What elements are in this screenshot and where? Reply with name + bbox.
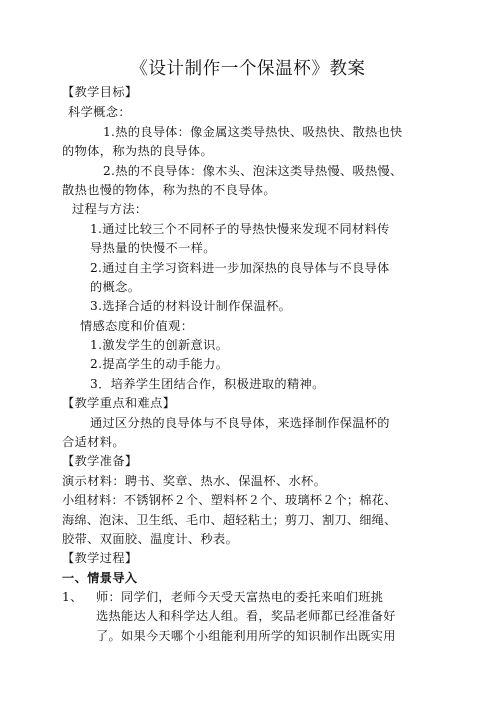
section-heading-key-points: 【教学重点和难点】 <box>62 396 176 410</box>
paragraph-line: 选热能达人和科学达人组。看，奖品老师都已经准备好 <box>96 609 396 623</box>
list-item: 2.提高学生的动手能力。 <box>90 357 229 371</box>
paragraph-line: 了。如果今天哪个小组能利用所学的知识制作出既实用 <box>96 629 396 643</box>
paragraph-line: 的物体，称为热的良导体。 <box>62 144 214 158</box>
list-item-continuation: 的概念。 <box>90 280 141 294</box>
paragraph-line: 师：同学们，老师今天受天富热电的委托来咱们班挑 <box>96 590 384 604</box>
section-heading-objectives: 【教学目标】 <box>62 85 138 99</box>
subheading-process-methods: 过程与方法： <box>72 202 148 216</box>
document-title: 《设计制作一个保温杯》教案 <box>130 59 366 79</box>
paragraph-line: 2.热的不良导体：像木头、泡沫这类导热慢、吸热慢、 <box>103 164 403 178</box>
section-heading-preparation: 【教学准备】 <box>62 454 138 468</box>
paragraph-line: 胶带、双面胶、温度计、秒表。 <box>62 532 239 546</box>
subheading-science-concepts: 科学概念： <box>68 105 131 119</box>
list-item: 2.通过自主学习资料进一步加深热的良导体与不良导体 <box>90 261 390 275</box>
paragraph-line: 通过区分热的良导体与不良导体，来选择制作保温杯的 <box>90 416 390 430</box>
list-item: 3．培养学生团结合作，积极进取的精神。 <box>90 377 325 391</box>
list-item-continuation: 导热量的快慢不一样。 <box>90 241 216 255</box>
paragraph-line: 合适材料。 <box>62 435 125 449</box>
step-number: 1、 <box>62 590 83 604</box>
list-item: 1.激发学生的创新意识。 <box>90 338 229 352</box>
list-item: 1.通过比较三个不同杯子的导热快慢来发现不同材料传 <box>90 222 390 236</box>
paragraph-line: 小组材料：不锈钢杯２个、塑料杯２个、玻璃杯２个；棉花、 <box>62 493 397 507</box>
paragraph-line: 1.热的良导体：像金属这类导热快、吸热快、散热也快 <box>103 125 403 139</box>
paragraph-line: 散热也慢的物体，称为热的不良导体。 <box>62 183 276 197</box>
section-heading-process: 【教学过程】 <box>62 551 138 565</box>
subheading-attitudes-values: 情感态度和价值观： <box>80 319 194 333</box>
step-heading-situation-intro: 一、情景导入 <box>62 571 138 585</box>
list-item: 3.选择合适的材料设计制作保温杯。 <box>90 299 292 313</box>
paragraph-line: 演示材料：聘书、奖章、热水、保温杯、水杯。 <box>62 474 327 488</box>
paragraph-line: 海绵、泡沫、卫生纸、毛巾、超轻粘土；剪刀、割刀、细绳、 <box>62 513 397 527</box>
